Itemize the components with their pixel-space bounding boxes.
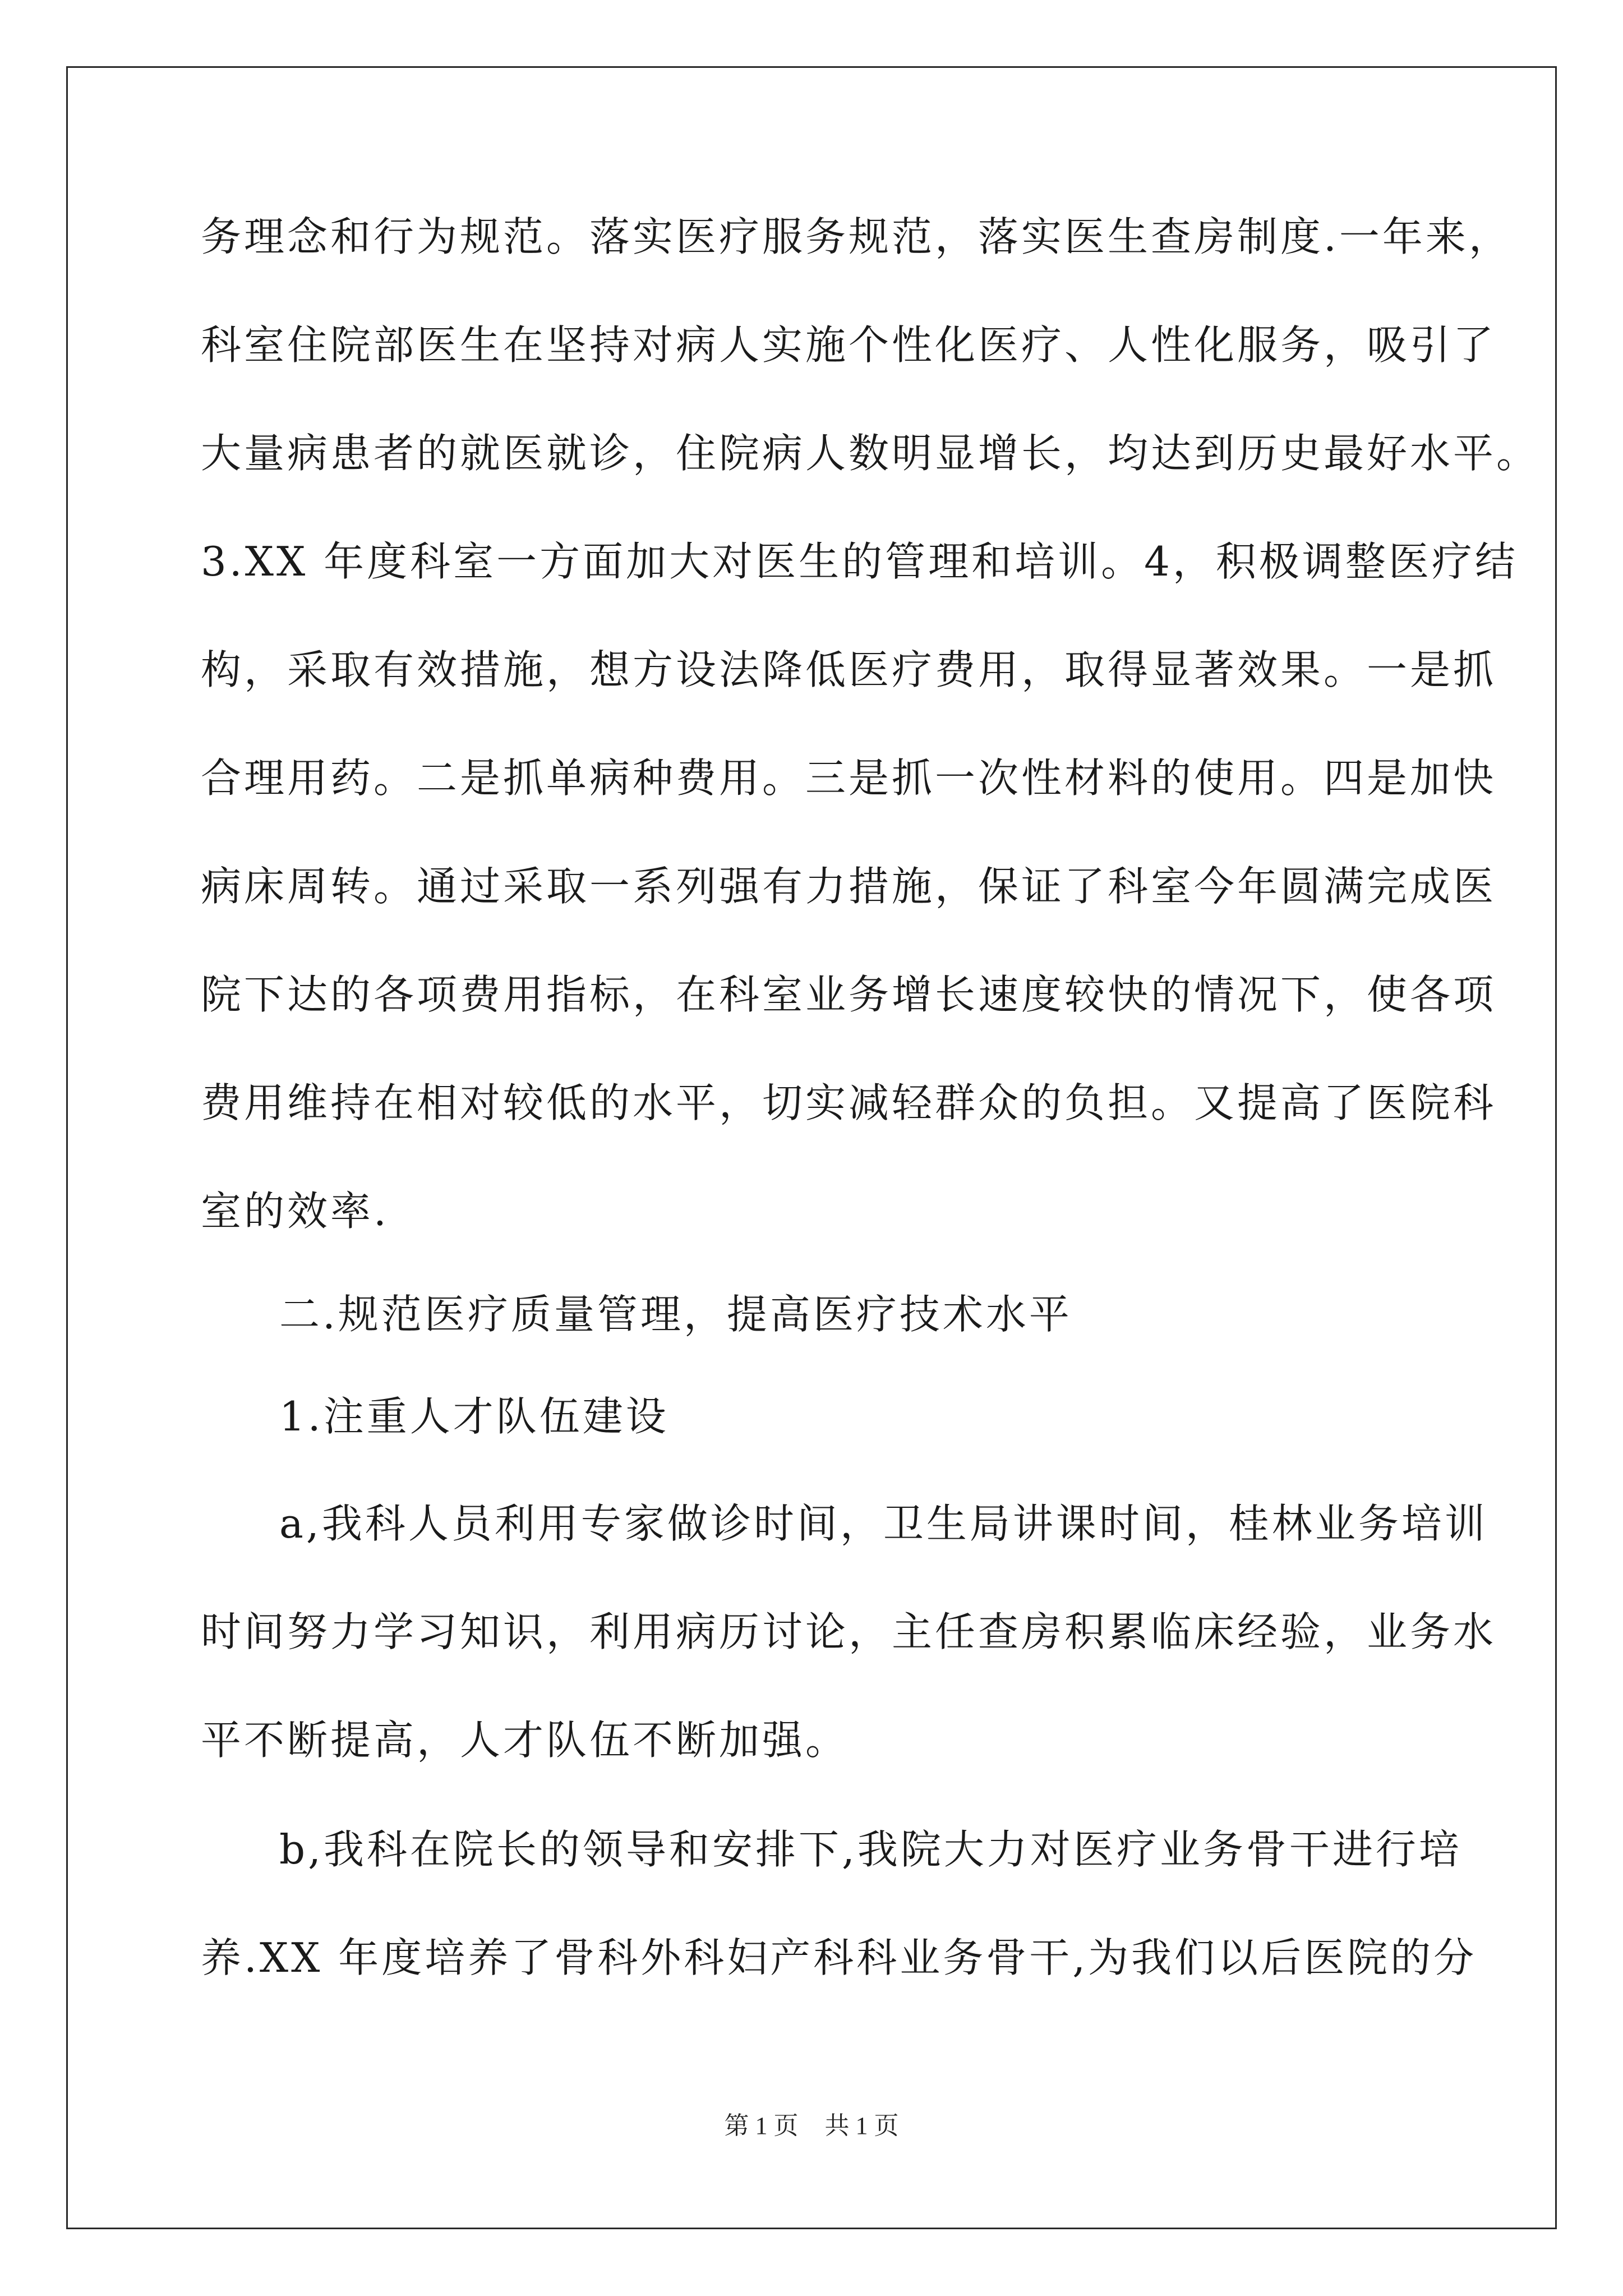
text-line: 平不断提高，人才队伍不断加强。 <box>201 1717 849 1764</box>
text-line: 养.XX 年度培养了骨科外科妇产科科业务骨干,为我们以后医院的分 <box>201 1934 1477 1981</box>
text-line: b,我科在院长的领导和安排下,我院大力对医疗业务骨干进行培 <box>279 1826 1462 1873</box>
page-total: 共 1 页 <box>824 2112 899 2139</box>
text-line: 科室住院部医生在坚持对病人实施个性化医疗、人性化服务，吸引了 <box>201 321 1497 369</box>
section-heading: 二.规范医疗质量管理，提高医疗技术水平 <box>279 1291 1072 1338</box>
text-line: 费用维持在相对较低的水平，切实减轻群众的负担。又提高了医院科 <box>201 1079 1497 1126</box>
text-line: a,我科人员利用专家做诊时间，卫生局讲课时间，桂林业务培训 <box>279 1500 1488 1547</box>
text-line: 时间努力学习知识，利用病历讨论，主任查房积累临床经验，业务水 <box>201 1608 1497 1655</box>
text-line: 构，采取有效措施，想方设法降低医疗费用，取得显著效果。一是抓 <box>201 646 1497 693</box>
subsection-heading: 1.注重人才队伍建设 <box>279 1393 669 1440</box>
text-line: 院下达的各项费用指标，在科室业务增长速度较快的情况下，使各项 <box>201 971 1497 1018</box>
page-border <box>66 66 1557 2229</box>
text-line: 病床周转。通过采取一系列强有力措施，保证了科室今年圆满完成医 <box>201 863 1497 910</box>
text-line: 务理念和行为规范。落实医疗服务规范，落实医生查房制度.一年来， <box>201 213 1512 260</box>
text-line: 3.XX 年度科室一方面加大对医生的管理和培训。4，积极调整医疗结 <box>201 538 1518 585</box>
page-number: 第 1 页 <box>724 2112 799 2139</box>
text-line: 大量病患者的就医就诊，住院病人数明显增长，均达到历史最好水平。 <box>201 430 1540 477</box>
text-line: 合理用药。二是抓单病种费用。三是抓一次性材料的使用。四是加快 <box>201 754 1497 802</box>
text-line: 室的效率. <box>201 1188 389 1235</box>
page-footer <box>0 2109 1623 2143</box>
